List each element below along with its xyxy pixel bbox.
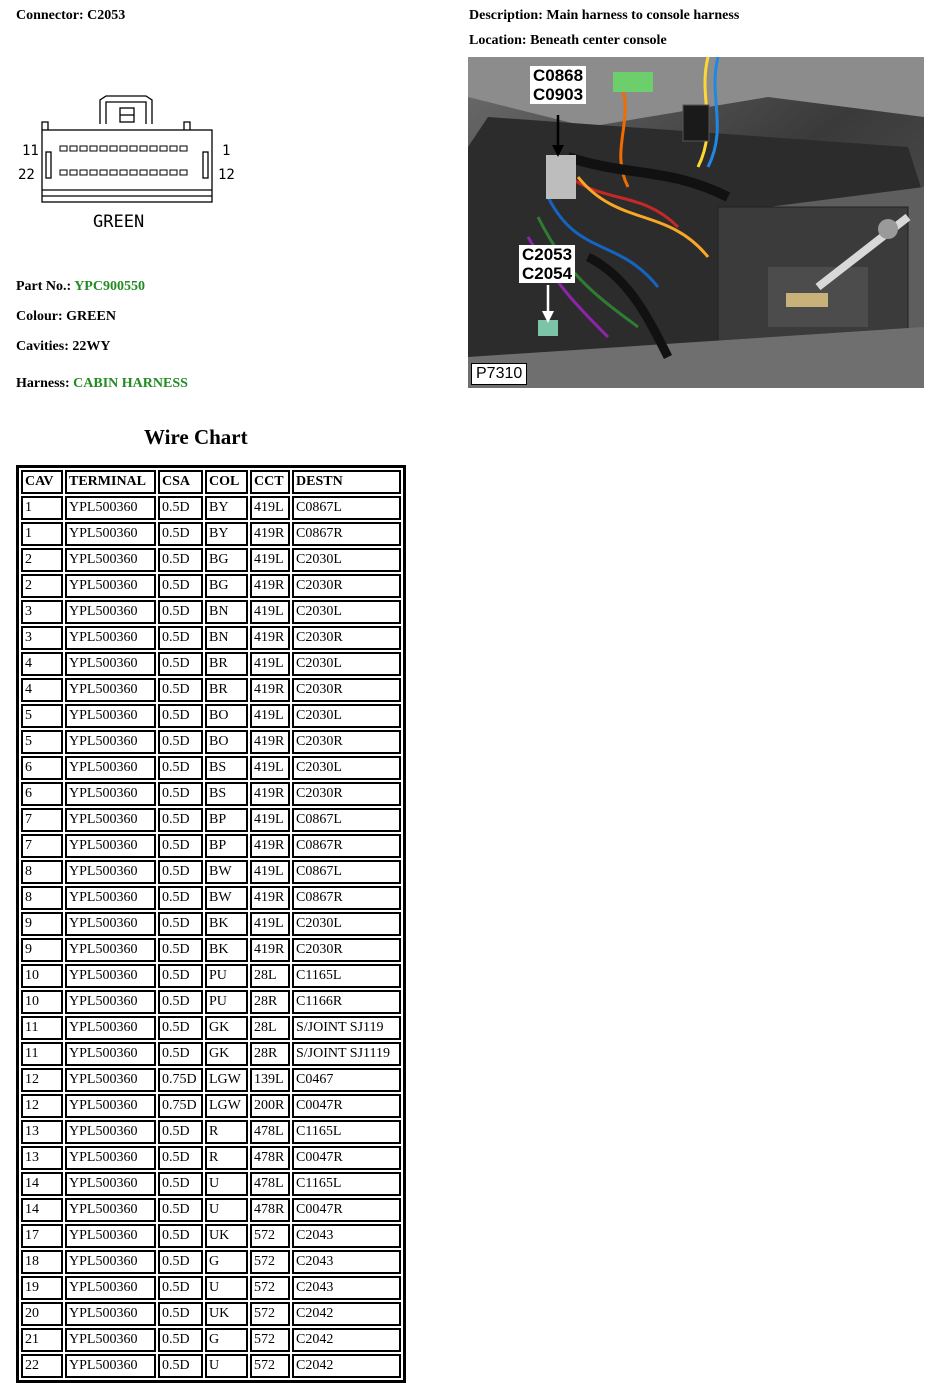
location-heading: [469, 33, 667, 49]
cell-cav: 7: [21, 808, 63, 832]
cell-destn: C0867L: [292, 808, 401, 832]
cell-csa: 0.5D: [158, 1146, 203, 1170]
cell-terminal: YPL500360: [65, 522, 156, 546]
cell-col: BG: [205, 548, 248, 572]
cell-csa: 0.5D: [158, 756, 203, 780]
cell-terminal: YPL500360: [65, 990, 156, 1014]
cell-destn: C2042: [292, 1302, 401, 1326]
part-number-value: YPC900550: [74, 279, 145, 294]
cell-col: BK: [205, 912, 248, 936]
photo-code: P7310: [471, 363, 527, 385]
cell-destn: C2043: [292, 1276, 401, 1300]
cell-cct: 419L: [250, 600, 290, 624]
cell-col: BR: [205, 678, 248, 702]
cell-col: UK: [205, 1224, 248, 1248]
table-row: [21, 938, 401, 962]
header-csa: CSA: [158, 470, 203, 494]
cell-cav: 3: [21, 600, 63, 624]
cell-destn: C0867R: [292, 522, 401, 546]
cell-csa: 0.5D: [158, 626, 203, 650]
cell-cct: 419R: [250, 678, 290, 702]
cell-cct: 200R: [250, 1094, 290, 1118]
cell-csa: 0.75D: [158, 1094, 203, 1118]
cell-destn: C1165L: [292, 964, 401, 988]
cell-destn: C0867R: [292, 886, 401, 910]
cell-cav: 17: [21, 1224, 63, 1248]
table-row: [21, 496, 401, 520]
callout-c0868: C0868: [533, 66, 584, 85]
cell-destn: C2030R: [292, 574, 401, 598]
cell-destn: C2042: [292, 1354, 401, 1378]
header-cav: CAV: [21, 470, 63, 494]
cell-col: BN: [205, 626, 248, 650]
colour-line: [16, 309, 116, 325]
cell-cct: 572: [250, 1328, 290, 1352]
cell-cav: 11: [21, 1016, 63, 1040]
cell-col: BG: [205, 574, 248, 598]
cell-cav: 5: [21, 730, 63, 754]
cell-cav: 13: [21, 1120, 63, 1144]
cavities-label: Cavities:: [16, 339, 69, 354]
cell-csa: 0.5D: [158, 1328, 203, 1352]
cell-cav: 21: [21, 1328, 63, 1352]
harness-value: CABIN HARNESS: [73, 376, 188, 391]
cell-col: LGW: [205, 1068, 248, 1092]
pin-label-12: 12: [218, 167, 235, 183]
cell-cct: 419L: [250, 496, 290, 520]
callout-c2054: C2054: [522, 264, 573, 283]
table-row: [21, 860, 401, 884]
cell-csa: 0.5D: [158, 990, 203, 1014]
cell-cct: 478R: [250, 1198, 290, 1222]
connector-id: C2053: [87, 8, 126, 23]
cell-col: BW: [205, 886, 248, 910]
table-row: [21, 574, 401, 598]
harness-line: [16, 376, 188, 392]
wire-chart-body: [21, 496, 401, 1378]
cell-destn: C2030L: [292, 756, 401, 780]
cell-destn: C0047R: [292, 1146, 401, 1170]
wire-chart-header-row: [21, 470, 401, 494]
pin-label-22: 22: [18, 167, 35, 183]
cell-csa: 0.5D: [158, 938, 203, 962]
cell-cav: 10: [21, 990, 63, 1014]
cell-csa: 0.5D: [158, 1172, 203, 1196]
part-number-label: Part No.:: [16, 279, 72, 294]
cell-cav: 7: [21, 834, 63, 858]
table-row: [21, 1250, 401, 1274]
cell-destn: C2043: [292, 1250, 401, 1274]
cell-terminal: YPL500360: [65, 1198, 156, 1222]
cell-destn: C2030R: [292, 938, 401, 962]
wire-chart-title: Wire Chart: [144, 425, 248, 449]
cell-col: BS: [205, 756, 248, 780]
connector-colour-caption: GREEN: [93, 212, 145, 232]
cell-cct: 478L: [250, 1172, 290, 1196]
cell-terminal: YPL500360: [65, 808, 156, 832]
header-destn: DESTN: [292, 470, 401, 494]
table-row: [21, 1224, 401, 1248]
cell-terminal: YPL500360: [65, 1042, 156, 1066]
cell-terminal: YPL500360: [65, 678, 156, 702]
cell-cav: 8: [21, 860, 63, 884]
cell-col: U: [205, 1198, 248, 1222]
table-row: [21, 548, 401, 572]
cell-terminal: YPL500360: [65, 964, 156, 988]
cell-cav: 1: [21, 496, 63, 520]
table-row: [21, 626, 401, 650]
connector-label: Connector:: [16, 8, 84, 23]
header-cct: CCT: [250, 470, 290, 494]
cell-cav: 11: [21, 1042, 63, 1066]
table-row: [21, 704, 401, 728]
wire-chart-table: [16, 465, 406, 1383]
cell-cct: 139L: [250, 1068, 290, 1092]
table-row: [21, 652, 401, 676]
cell-cct: 28L: [250, 1016, 290, 1040]
table-row: [21, 1328, 401, 1352]
cell-col: BN: [205, 600, 248, 624]
cell-csa: 0.5D: [158, 522, 203, 546]
colour-label: Colour:: [16, 309, 63, 324]
pin-label-11: 11: [22, 143, 39, 159]
cell-csa: 0.5D: [158, 1016, 203, 1040]
cell-cct: 419L: [250, 860, 290, 884]
cell-cav: 22: [21, 1354, 63, 1378]
cell-cct: 572: [250, 1250, 290, 1274]
cell-col: BP: [205, 808, 248, 832]
cell-terminal: YPL500360: [65, 1120, 156, 1144]
cell-cct: 419R: [250, 626, 290, 650]
cell-terminal: YPL500360: [65, 1354, 156, 1378]
cell-cct: 419R: [250, 730, 290, 754]
cell-destn: C2030R: [292, 782, 401, 806]
table-row: [21, 1120, 401, 1144]
cell-cav: 8: [21, 886, 63, 910]
table-row: [21, 522, 401, 546]
table-row: [21, 600, 401, 624]
cell-destn: S/JOINT SJ119: [292, 1016, 401, 1040]
cell-col: U: [205, 1276, 248, 1300]
cell-terminal: YPL500360: [65, 1172, 156, 1196]
cell-cav: 12: [21, 1094, 63, 1118]
table-row: [21, 990, 401, 1014]
cell-csa: 0.5D: [158, 1276, 203, 1300]
cell-cav: 4: [21, 652, 63, 676]
cell-destn: C2030L: [292, 652, 401, 676]
cell-csa: 0.5D: [158, 548, 203, 572]
cell-cav: 13: [21, 1146, 63, 1170]
cell-cct: 478R: [250, 1146, 290, 1170]
photo-callout-mid: [519, 245, 575, 283]
cavities-line: [16, 339, 111, 355]
table-row: [21, 834, 401, 858]
cell-destn: C2030L: [292, 704, 401, 728]
part-number-line: [16, 279, 145, 295]
cell-terminal: YPL500360: [65, 1146, 156, 1170]
location-photo: [468, 57, 924, 388]
cell-csa: 0.5D: [158, 808, 203, 832]
cell-col: BY: [205, 496, 248, 520]
cell-cct: 572: [250, 1224, 290, 1248]
cell-cct: 419R: [250, 522, 290, 546]
cell-csa: 0.5D: [158, 1120, 203, 1144]
table-row: [21, 782, 401, 806]
table-row: [21, 1094, 401, 1118]
cell-csa: 0.5D: [158, 678, 203, 702]
table-row: [21, 1016, 401, 1040]
cell-terminal: YPL500360: [65, 1068, 156, 1092]
cell-cav: 4: [21, 678, 63, 702]
cell-terminal: YPL500360: [65, 782, 156, 806]
cell-cav: 19: [21, 1276, 63, 1300]
cell-csa: 0.5D: [158, 1250, 203, 1274]
cell-destn: C0047R: [292, 1198, 401, 1222]
cell-cav: 3: [21, 626, 63, 650]
cell-col: LGW: [205, 1094, 248, 1118]
description-label: Description:: [469, 8, 543, 23]
table-row: [21, 1276, 401, 1300]
cell-csa: 0.5D: [158, 1042, 203, 1066]
cell-cct: 419L: [250, 652, 290, 676]
cell-terminal: YPL500360: [65, 834, 156, 858]
description-heading: [469, 8, 739, 24]
pin-label-1: 1: [222, 143, 231, 159]
cell-cct: 28L: [250, 964, 290, 988]
cell-terminal: YPL500360: [65, 1328, 156, 1352]
cell-col: BO: [205, 704, 248, 728]
table-row: [21, 912, 401, 936]
cell-csa: 0.5D: [158, 834, 203, 858]
cell-csa: 0.5D: [158, 496, 203, 520]
table-row: [21, 1042, 401, 1066]
table-row: [21, 964, 401, 988]
cell-cct: 419R: [250, 782, 290, 806]
cell-destn: C0467: [292, 1068, 401, 1092]
cell-cct: 28R: [250, 1042, 290, 1066]
location-label: Location:: [469, 33, 527, 48]
cell-terminal: YPL500360: [65, 1302, 156, 1326]
cell-destn: C2042: [292, 1328, 401, 1352]
cell-cct: 419R: [250, 886, 290, 910]
cell-col: G: [205, 1250, 248, 1274]
cell-destn: C2030L: [292, 600, 401, 624]
cell-destn: C1165L: [292, 1120, 401, 1144]
cell-col: PU: [205, 990, 248, 1014]
cell-col: UK: [205, 1302, 248, 1326]
cell-terminal: YPL500360: [65, 886, 156, 910]
table-row: [21, 1068, 401, 1092]
table-row: [21, 678, 401, 702]
cell-destn: C2030R: [292, 626, 401, 650]
callout-c0903: C0903: [533, 85, 584, 104]
cell-terminal: YPL500360: [65, 730, 156, 754]
colour-value: GREEN: [66, 309, 116, 324]
connector-heading: [16, 8, 125, 24]
cell-cct: 419R: [250, 574, 290, 598]
cell-csa: 0.5D: [158, 730, 203, 754]
cell-destn: C2030L: [292, 548, 401, 572]
photo-scene: [468, 57, 924, 388]
cell-destn: S/JOINT SJ1119: [292, 1042, 401, 1066]
cell-col: PU: [205, 964, 248, 988]
cell-terminal: YPL500360: [65, 860, 156, 884]
cell-csa: 0.5D: [158, 704, 203, 728]
cell-destn: C0867R: [292, 834, 401, 858]
cell-cav: 20: [21, 1302, 63, 1326]
cell-csa: 0.5D: [158, 1302, 203, 1326]
cell-csa: 0.5D: [158, 860, 203, 884]
cell-cav: 10: [21, 964, 63, 988]
cell-col: U: [205, 1172, 248, 1196]
table-row: [21, 756, 401, 780]
cell-csa: 0.5D: [158, 964, 203, 988]
cell-destn: C0867L: [292, 860, 401, 884]
cell-col: BW: [205, 860, 248, 884]
cell-cct: 419L: [250, 756, 290, 780]
cell-csa: 0.5D: [158, 652, 203, 676]
cell-col: R: [205, 1120, 248, 1144]
cell-cav: 6: [21, 782, 63, 806]
cell-terminal: YPL500360: [65, 574, 156, 598]
cell-cav: 12: [21, 1068, 63, 1092]
cell-terminal: YPL500360: [65, 626, 156, 650]
cell-col: BO: [205, 730, 248, 754]
cell-csa: 0.5D: [158, 1224, 203, 1248]
cell-cav: 9: [21, 938, 63, 962]
table-row: [21, 730, 401, 754]
cell-csa: 0.5D: [158, 1354, 203, 1378]
cell-csa: 0.5D: [158, 782, 203, 806]
cavities-value: 22WY: [72, 339, 111, 354]
cell-cav: 2: [21, 574, 63, 598]
cell-terminal: YPL500360: [65, 704, 156, 728]
cell-cct: 419R: [250, 938, 290, 962]
cell-terminal: YPL500360: [65, 548, 156, 572]
cell-csa: 0.5D: [158, 600, 203, 624]
description-value: Main harness to console harness: [546, 8, 740, 23]
cell-destn: C2030R: [292, 730, 401, 754]
cell-terminal: YPL500360: [65, 600, 156, 624]
cell-cct: 28R: [250, 990, 290, 1014]
cell-destn: C2030L: [292, 912, 401, 936]
cell-destn: C0047R: [292, 1094, 401, 1118]
cell-csa: 0.5D: [158, 886, 203, 910]
cell-terminal: YPL500360: [65, 756, 156, 780]
callout-c2053: C2053: [522, 245, 573, 264]
cell-cct: 572: [250, 1276, 290, 1300]
cell-terminal: YPL500360: [65, 912, 156, 936]
photo-callout-top: [530, 66, 586, 104]
cell-cav: 5: [21, 704, 63, 728]
cell-col: R: [205, 1146, 248, 1170]
cell-terminal: YPL500360: [65, 938, 156, 962]
cell-destn: C2030R: [292, 678, 401, 702]
cell-col: BY: [205, 522, 248, 546]
cell-destn: C2043: [292, 1224, 401, 1248]
location-value: Beneath center console: [530, 33, 667, 48]
cell-col: GK: [205, 1016, 248, 1040]
cell-cct: 478L: [250, 1120, 290, 1144]
cell-csa: 0.75D: [158, 1068, 203, 1092]
cell-terminal: YPL500360: [65, 1250, 156, 1274]
cell-cav: 9: [21, 912, 63, 936]
cell-col: BK: [205, 938, 248, 962]
cell-cav: 14: [21, 1198, 63, 1222]
cell-cct: 419L: [250, 704, 290, 728]
cell-terminal: YPL500360: [65, 496, 156, 520]
table-row: [21, 1198, 401, 1222]
cell-csa: 0.5D: [158, 1198, 203, 1222]
cell-cav: 14: [21, 1172, 63, 1196]
table-row: [21, 1354, 401, 1378]
cell-col: GK: [205, 1042, 248, 1066]
cell-col: BP: [205, 834, 248, 858]
table-row: [21, 1172, 401, 1196]
cell-col: BS: [205, 782, 248, 806]
cell-destn: C1166R: [292, 990, 401, 1014]
cell-terminal: YPL500360: [65, 1094, 156, 1118]
cell-terminal: YPL500360: [65, 1016, 156, 1040]
cell-csa: 0.5D: [158, 574, 203, 598]
cell-cct: 419L: [250, 912, 290, 936]
table-row: [21, 886, 401, 910]
harness-label: Harness:: [16, 376, 70, 391]
cell-terminal: YPL500360: [65, 1224, 156, 1248]
header-terminal: TERMINAL: [65, 470, 156, 494]
cell-col: BR: [205, 652, 248, 676]
cell-col: G: [205, 1328, 248, 1352]
cell-cct: 419L: [250, 548, 290, 572]
cell-cav: 6: [21, 756, 63, 780]
cell-cav: 2: [21, 548, 63, 572]
cell-terminal: YPL500360: [65, 1276, 156, 1300]
table-row: [21, 1146, 401, 1170]
cell-cct: 419R: [250, 834, 290, 858]
cell-destn: C1165L: [292, 1172, 401, 1196]
cell-csa: 0.5D: [158, 912, 203, 936]
cell-cct: 572: [250, 1354, 290, 1378]
cell-destn: C0867L: [292, 496, 401, 520]
cell-cct: 572: [250, 1302, 290, 1326]
cell-terminal: YPL500360: [65, 652, 156, 676]
cell-cct: 419L: [250, 808, 290, 832]
table-row: [21, 1302, 401, 1326]
header-col: COL: [205, 470, 248, 494]
cell-cav: 1: [21, 522, 63, 546]
table-row: [21, 808, 401, 832]
connector-face-diagram: [14, 92, 244, 242]
cell-col: U: [205, 1354, 248, 1378]
cell-cav: 18: [21, 1250, 63, 1274]
